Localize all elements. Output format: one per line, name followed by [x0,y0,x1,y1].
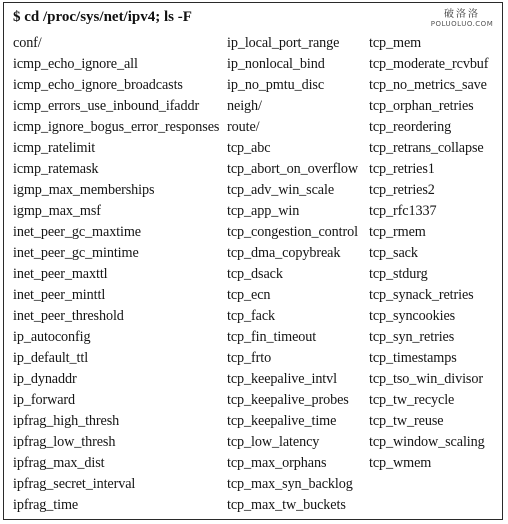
file-entry: tcp_max_tw_buckets [227,497,346,513]
file-entry: tcp_tso_win_divisor [369,371,483,387]
file-entry: tcp_fack [227,308,276,324]
file-entry: igmp_max_memberships [13,182,155,198]
file-entry: icmp_ratelimit [13,140,96,156]
file-entry: icmp_echo_ignore_all [13,56,138,72]
file-entry: tcp_retrans_collapse [369,140,484,156]
file-entry: ipfrag_secret_interval [13,476,136,492]
file-entry: icmp_ratemask [13,161,99,177]
file-entry: tcp_timestamps [369,350,457,366]
file-entry: inet_peer_gc_maxtime [13,224,142,240]
file-entry: tcp_max_syn_backlog [227,476,353,492]
file-entry: tcp_synack_retries [369,287,474,303]
terminal-output [3,2,503,520]
file-entry: ip_forward [13,392,76,408]
listing-column-2 [227,33,358,516]
file-entry: ipfrag_high_thresh [13,413,120,429]
file-entry: tcp_no_metrics_save [369,77,487,93]
file-entry: ip_nonlocal_bind [227,56,325,72]
file-entry: tcp_orphan_retries [369,98,474,114]
file-entry: tcp_abort_on_overflow [227,161,359,177]
file-entry: inet_peer_minttl [13,287,106,303]
file-entry: igmp_max_msf [13,203,101,219]
file-entry: tcp_sack [369,245,418,261]
file-entry: inet_peer_gc_mintime [13,245,139,261]
file-entry: ipfrag_time [13,497,79,513]
file-entry: tcp_tw_recycle [369,392,455,408]
file-entry: icmp_echo_ignore_broadcasts [13,77,183,93]
file-entry: tcp_syn_retries [369,329,455,345]
watermark-url: POLUOLUO.COM [430,20,494,28]
file-entry: tcp_reordering [369,119,452,135]
file-entry: tcp_stdurg [369,266,428,282]
file-entry: inet_peer_threshold [13,308,124,324]
watermark-logo-text: 破洛洛 [444,9,480,20]
file-entry: tcp_rmem [369,224,426,240]
file-entry: tcp_dma_copybreak [227,245,341,261]
file-entry: ip_dynaddr [13,371,77,387]
directory-entry: route/ [227,119,260,135]
listing-column-1 [13,33,219,516]
file-entry: tcp_tw_reuse [369,413,444,429]
file-entry: icmp_errors_use_inbound_ifaddr [13,98,200,114]
file-entry: tcp_low_latency [227,434,320,450]
file-entry: tcp_rfc1337 [369,203,437,219]
file-entry: tcp_max_orphans [227,455,327,471]
file-entry: tcp_retries1 [369,161,435,177]
file-entry: tcp_ecn [227,287,271,303]
file-entry: tcp_congestion_control [227,224,358,240]
file-entry: icmp_ignore_bogus_error_responses [13,119,220,135]
file-entry: ip_autoconfig [13,329,91,345]
file-entry: ip_default_ttl [13,350,89,366]
file-entry: ipfrag_max_dist [13,455,105,471]
file-entry: ipfrag_low_thresh [13,434,116,450]
listing-column-3 [369,33,488,474]
file-entry: tcp_keepalive_intvl [227,371,337,387]
file-entry: tcp_window_scaling [369,434,485,450]
file-entry: tcp_keepalive_probes [227,392,349,408]
file-entry: tcp_syncookies [369,308,456,324]
file-entry: ip_local_port_range [227,35,340,51]
file-entry: tcp_retries2 [369,182,435,198]
file-entry: ip_no_pmtu_disc [227,77,325,93]
file-entry: tcp_mem [369,35,422,51]
file-entry: tcp_adv_win_scale [227,182,335,198]
file-entry: tcp_moderate_rcvbuf [369,56,489,72]
file-entry: tcp_app_win [227,203,300,219]
file-entry: tcp_dsack [227,266,283,282]
file-entry: tcp_fin_timeout [227,329,317,345]
directory-entry: conf/ [13,35,42,51]
file-entry: tcp_abc [227,140,271,156]
file-entry: tcp_wmem [369,455,432,471]
directory-entry: neigh/ [227,98,262,114]
file-entry: inet_peer_maxttl [13,266,108,282]
shell-command: $ cd /proc/sys/net/ipv4; ls -F [13,9,192,25]
file-entry: tcp_frto [227,350,272,366]
site-watermark [430,9,494,31]
file-entry: tcp_keepalive_time [227,413,337,429]
